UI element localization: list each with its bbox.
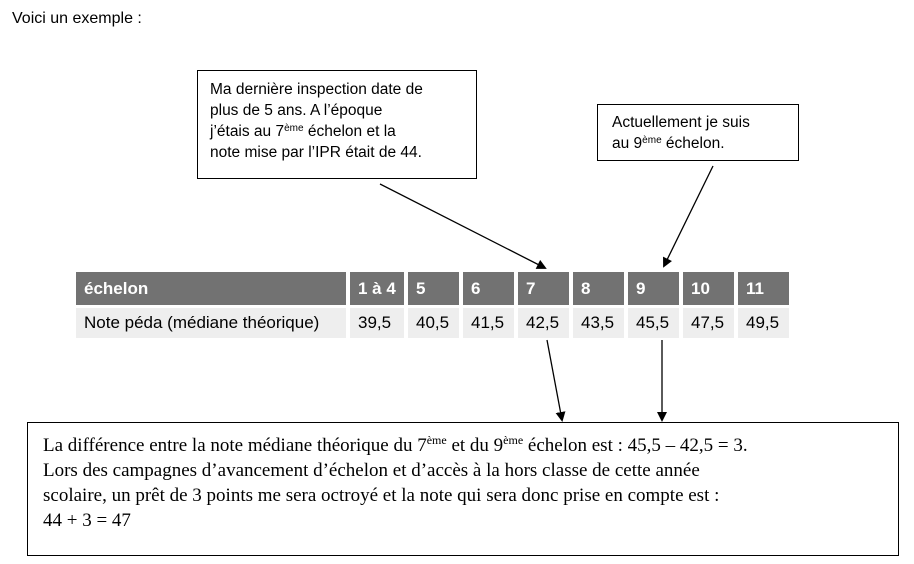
note-cell: 47,5 xyxy=(683,305,738,338)
explanation-line4: 44 + 3 = 47 xyxy=(43,510,131,531)
note-cell: 43,5 xyxy=(573,305,628,338)
header-label: échelon xyxy=(76,272,350,305)
explanation-line1: La différence entre la note médiane théorique du 7ème et du 9ème échelon est : 45,5 – 42,5 = 3. xyxy=(43,433,748,456)
echelon-cell: 10 xyxy=(683,272,738,305)
arrow-note7-to-box xyxy=(547,340,562,420)
note-cell: 45,5 xyxy=(628,305,683,338)
callout-right-line2: au 9ème échelon. xyxy=(612,135,725,152)
callout-last-inspection xyxy=(197,70,477,179)
callout-left-line4: note mise par l’IPR était de 44. xyxy=(210,144,422,161)
callout-left-line1: Ma dernière inspection date de xyxy=(210,81,423,98)
callout-right-line1: Actuellement je suis xyxy=(612,114,750,131)
echelon-cell: 6 xyxy=(463,272,518,305)
callout-left-line3: j’étais au 7ème échelon et la xyxy=(210,123,396,140)
echelon-table xyxy=(76,272,793,338)
note-cell: 49,5 xyxy=(738,305,793,338)
note-cell: 42,5 xyxy=(518,305,573,338)
intro-text: Voici un exemple : xyxy=(12,10,142,27)
note-cell: 39,5 xyxy=(350,305,408,338)
echelon-cell: 9 xyxy=(628,272,683,305)
callout-current-echelon xyxy=(597,104,799,161)
echelon-cell: 7 xyxy=(518,272,573,305)
table-header-row xyxy=(76,272,793,305)
callout-left-line2: plus de 5 ans. A l’époque xyxy=(210,102,383,119)
note-cell: 40,5 xyxy=(408,305,463,338)
explanation-line3: scolaire, un prêt de 3 points me sera octroyé et la note qui sera donc prise en compte est : xyxy=(43,485,720,506)
explanation-box xyxy=(27,422,899,556)
row-label: Note péda (médiane théorique) xyxy=(76,305,350,338)
arrow-right-callout-to-echelon9 xyxy=(664,166,713,266)
echelon-cell: 8 xyxy=(573,272,628,305)
arrow-left-callout-to-echelon7 xyxy=(380,184,545,268)
echelon-cell: 1 à 4 xyxy=(350,272,408,305)
echelon-cell: 5 xyxy=(408,272,463,305)
note-cell: 41,5 xyxy=(463,305,518,338)
table-row xyxy=(76,305,793,338)
explanation-line2: Lors des campagnes d’avancement d’échelon et d’accès à la hors classe de cette année xyxy=(43,460,700,481)
echelon-cell: 11 xyxy=(738,272,793,305)
